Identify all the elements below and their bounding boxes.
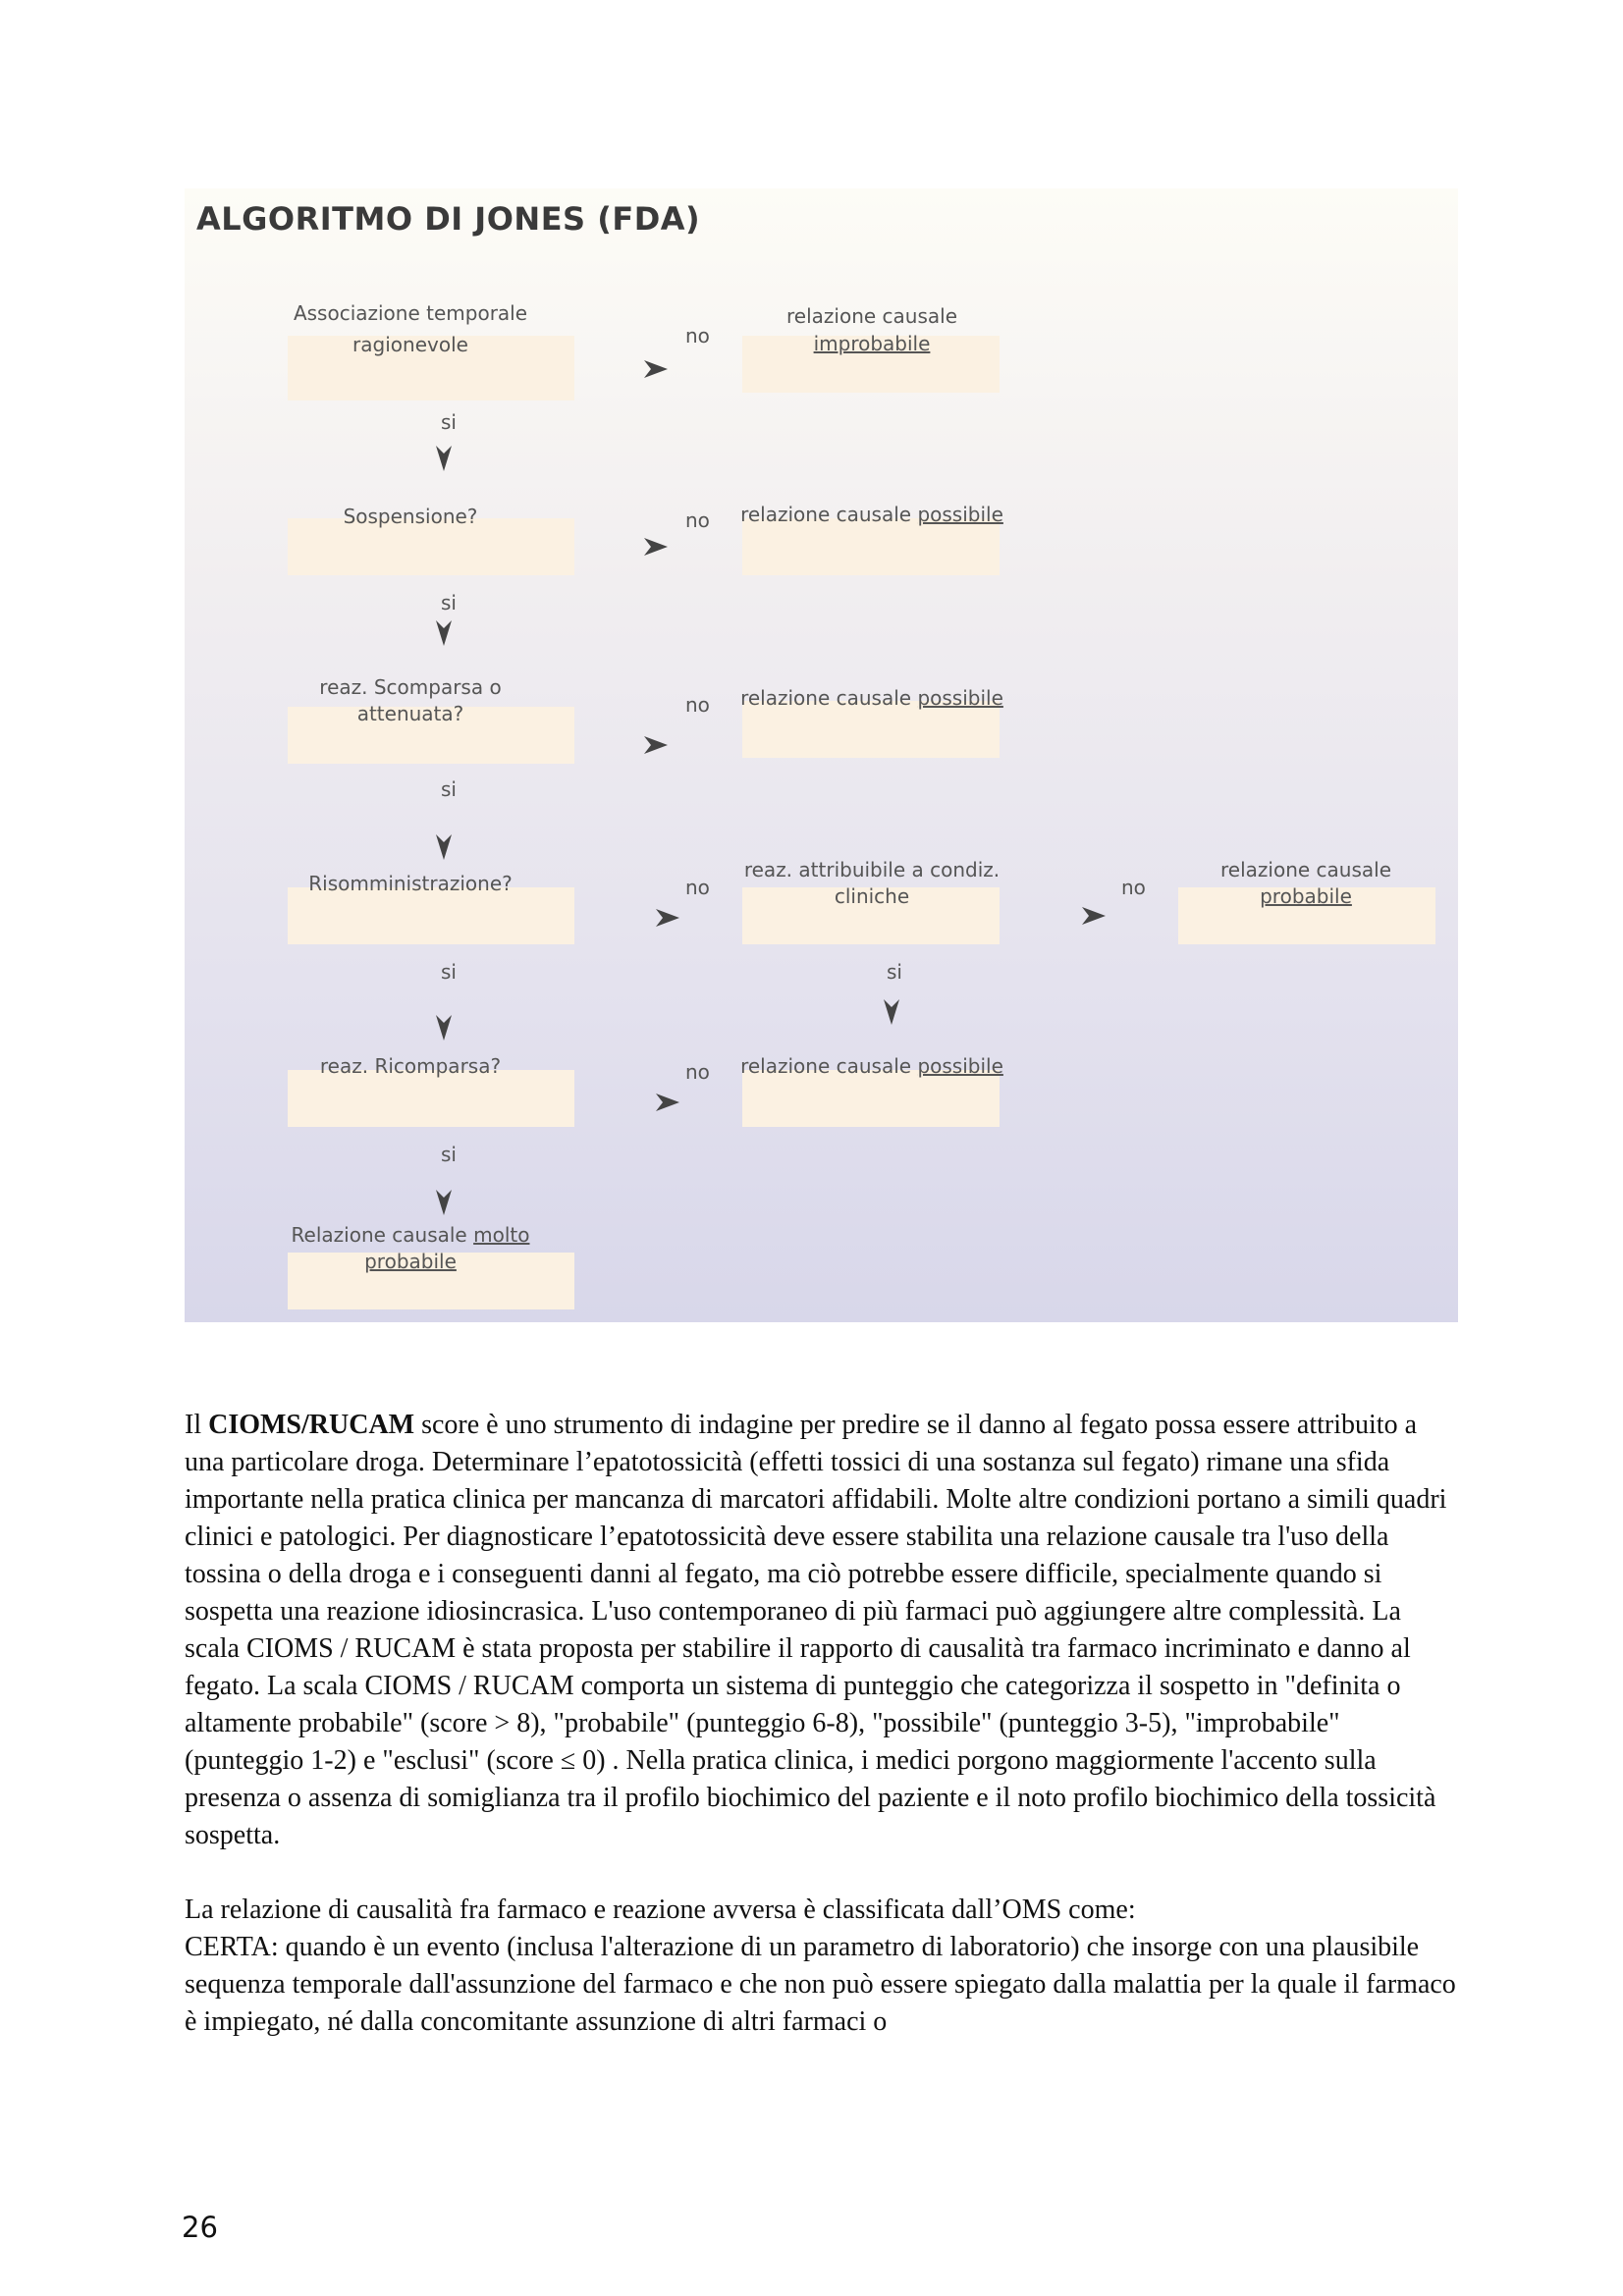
page-number: 26 xyxy=(182,2211,218,2244)
arrow-right-icon xyxy=(1080,905,1108,927)
outcome-3 xyxy=(734,684,1009,712)
outcome-4-line-1: reaz. attribuibile a condiz. xyxy=(743,858,1001,881)
outcome-2-text: relazione causale xyxy=(740,503,918,526)
final-outcome-line-1 xyxy=(263,1221,558,1249)
si-label: si xyxy=(441,960,457,984)
arrow-down-icon xyxy=(434,444,454,473)
outcome-2-emphasis: possibile xyxy=(917,503,1003,526)
outcome-3-emphasis: possibile xyxy=(917,686,1003,710)
arrow-right-icon xyxy=(642,536,670,558)
outcome-5 xyxy=(734,1052,1009,1080)
si-label: si xyxy=(441,410,457,434)
no-label: no xyxy=(685,693,710,717)
extra-outcome-line-2: probabile xyxy=(1260,884,1352,908)
paragraph-cioms-rucam xyxy=(185,1407,1461,1854)
jones-algorithm-diagram xyxy=(185,188,1458,1322)
no-label: no xyxy=(685,876,710,899)
outcome-3-text: relazione causale xyxy=(740,686,918,710)
no-label: no xyxy=(685,508,710,532)
extra-outcome-line-1: relazione causale xyxy=(1220,858,1391,881)
arrow-down-icon xyxy=(434,618,454,648)
paragraph-body: score è uno strumento di indagine per predire se il danno al fegato possa essere attribuito a una particolare droga. Determinare l’epatotossicità (effetti tossici di una sostanza sul fegato) rimane una sfida importante nella pratica clinica per mancanza di marcatori affidabili. Molte altre condizioni portano a simili quadri clinici e patologici. Per diagnosticare l’epatotossicità deve essere stabilita una relazione causale tra l'uso della tossina o della droga e i conseguenti danni al fegato, ma ciò potrebbe essere difficile, specialmente quando si sospetta una reazione idiosincrasica. L'uso contemporaneo di più farmaci può aggiungere altre complessità. La scala CIOMS / RUCAM è stata proposta per stabilire il rapporto di causalità tra farmaco incriminato e danno al fegato. La scala CIOMS / RUCAM comporta un sistema di punteggio che categorizza il sospetto in "definita o altamente probabile" (score > 8), "probabile" (punteggio 6-8), "possibile" (punteggio 3-5), "improbabile" (punteggio 1-2) e "esclusi" (score ≤ 0) . Nella pratica clinica, i medici porgono maggiormente l'accento sulla presenza o assenza di somiglianza tra il profilo biochimico del paziente e il noto profilo biochimico della tossicità sospetta. xyxy=(185,1410,1447,1850)
paragraph-lead: Il xyxy=(185,1410,209,1440)
outcome-1-line-2: improbabile xyxy=(813,332,931,355)
question-4-line-1: Risomministrazione? xyxy=(308,872,513,895)
arrow-right-icon xyxy=(654,1092,681,1113)
no-label: no xyxy=(685,1060,710,1084)
outcome-4-line-2: cliniche xyxy=(834,884,910,908)
paragraph-certa: CERTA: quando è un evento (inclusa l'alterazione di un parametro di laboratorio) che insorge con una plausibile sequenza temporale dall'assunzione del farmaco e che non può essere spiegato dalla malattia per la quale il farmaco è impiegato, né dalla concomitante assunzione di altri farmaci o xyxy=(185,1932,1456,2037)
question-3-line-2: attenuata? xyxy=(356,702,464,725)
outcome-5-text: relazione causale xyxy=(740,1054,918,1078)
arrow-right-icon xyxy=(642,358,670,380)
arrow-right-icon xyxy=(654,907,681,929)
arrow-down-icon xyxy=(882,997,901,1027)
si-label: si xyxy=(441,777,457,801)
outcome-2 xyxy=(734,501,1009,528)
si-label: si xyxy=(887,960,902,984)
no-label: no xyxy=(685,324,710,347)
cioms-rucam-term: CIOMS/RUCAM xyxy=(208,1410,415,1440)
diagram-title: ALGORITMO DI JONES (FDA) xyxy=(196,200,701,238)
no-label: no xyxy=(1121,876,1146,899)
outcome-5-emphasis: possibile xyxy=(917,1054,1003,1078)
arrow-down-icon xyxy=(434,1188,454,1217)
question-1-line-2: ragionevole xyxy=(352,333,468,356)
outcome-1-line-1: relazione causale xyxy=(786,304,957,328)
arrow-down-icon xyxy=(434,1013,454,1042)
question-5-line-1: reaz. Ricomparsa? xyxy=(319,1054,502,1078)
arrow-down-icon xyxy=(434,832,454,862)
si-label: si xyxy=(441,1143,457,1166)
final-outcome-emphasis: molto xyxy=(473,1223,530,1247)
si-label: si xyxy=(441,591,457,614)
question-1-line-1: Associazione temporale xyxy=(293,301,528,325)
final-outcome-text: Relazione causale xyxy=(291,1223,474,1247)
arrow-right-icon xyxy=(642,734,670,756)
final-outcome-line-2: probabile xyxy=(364,1250,457,1273)
paragraph-oms-intro: La relazione di causalità fra farmaco e reazione avversa è classificata dall’OMS come: xyxy=(185,1895,1136,1925)
question-3-line-1: reaz. Scomparsa o xyxy=(319,675,502,699)
question-2-line-1: Sospensione? xyxy=(343,505,478,528)
